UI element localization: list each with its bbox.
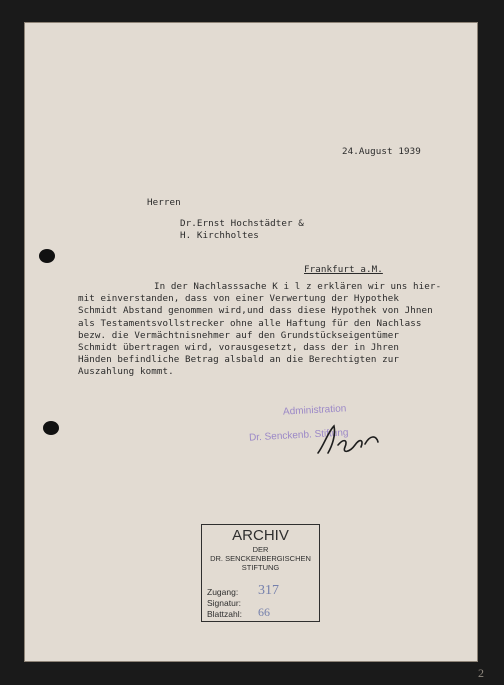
zugang-label: Zugang: — [207, 587, 239, 597]
archive-subtitle-line: DER — [252, 545, 269, 554]
body-line: Auszahlung kommt. — [78, 366, 174, 378]
addressee-line-1: Dr.Ernst Hochstädter & — [180, 218, 304, 229]
body-line: bezw. die Vermächtnisnehmer auf den Grundstückseigentümer — [78, 329, 399, 341]
archive-stamp — [201, 524, 320, 622]
archive-subtitle-line: DR. SENCKENBERGISCHEN — [210, 554, 311, 563]
body-line: als Testamentsvollstrecker ohne alle Haftung für den Nachlass — [78, 317, 422, 329]
body-line: Schmidt übertragen wird, vorausgesetzt, dass der in Jhren — [78, 342, 399, 354]
body-line: Schmidt Abstand genommen wird,und dass diese Hypothek von Jhnen — [78, 305, 433, 317]
foundation-stamp: Dr. Senckenb. Stiftung — [248, 427, 349, 444]
body-line: mit einverstanden, dass von einer Verwertung der Hypothek — [78, 293, 399, 305]
signatur-label: Signatur: — [207, 598, 242, 608]
zugang-value: 317 — [258, 583, 279, 598]
archive-subtitle-line: STIFTUNG — [241, 563, 280, 572]
blattzahl-label: Blattzahl: — [207, 609, 242, 619]
salutation: Herren — [147, 197, 181, 208]
blattzahl-value: 66 — [258, 605, 270, 619]
document-page — [24, 22, 484, 680]
punch-hole-top — [39, 249, 55, 263]
body-line: In der Nachlasssache K i l z erklären wir uns hier- — [154, 281, 442, 292]
archive-subtitle — [202, 545, 319, 572]
addressee-line-2: H. Kirchholtes — [180, 230, 259, 241]
punch-hole-bottom — [43, 421, 59, 435]
page-number: 2 — [478, 666, 484, 680]
handwritten-signature — [312, 422, 384, 457]
letter-body — [78, 281, 468, 379]
administration-stamp: Administration — [282, 403, 347, 418]
place-line: Frankfurt a.M. — [304, 264, 383, 275]
letter-date: 24.August 1939 — [342, 146, 421, 157]
archive-title: ARCHIV — [232, 527, 289, 544]
body-line: Händen befindliche Betrag alsbald an die Berechtigten zur — [78, 354, 399, 366]
